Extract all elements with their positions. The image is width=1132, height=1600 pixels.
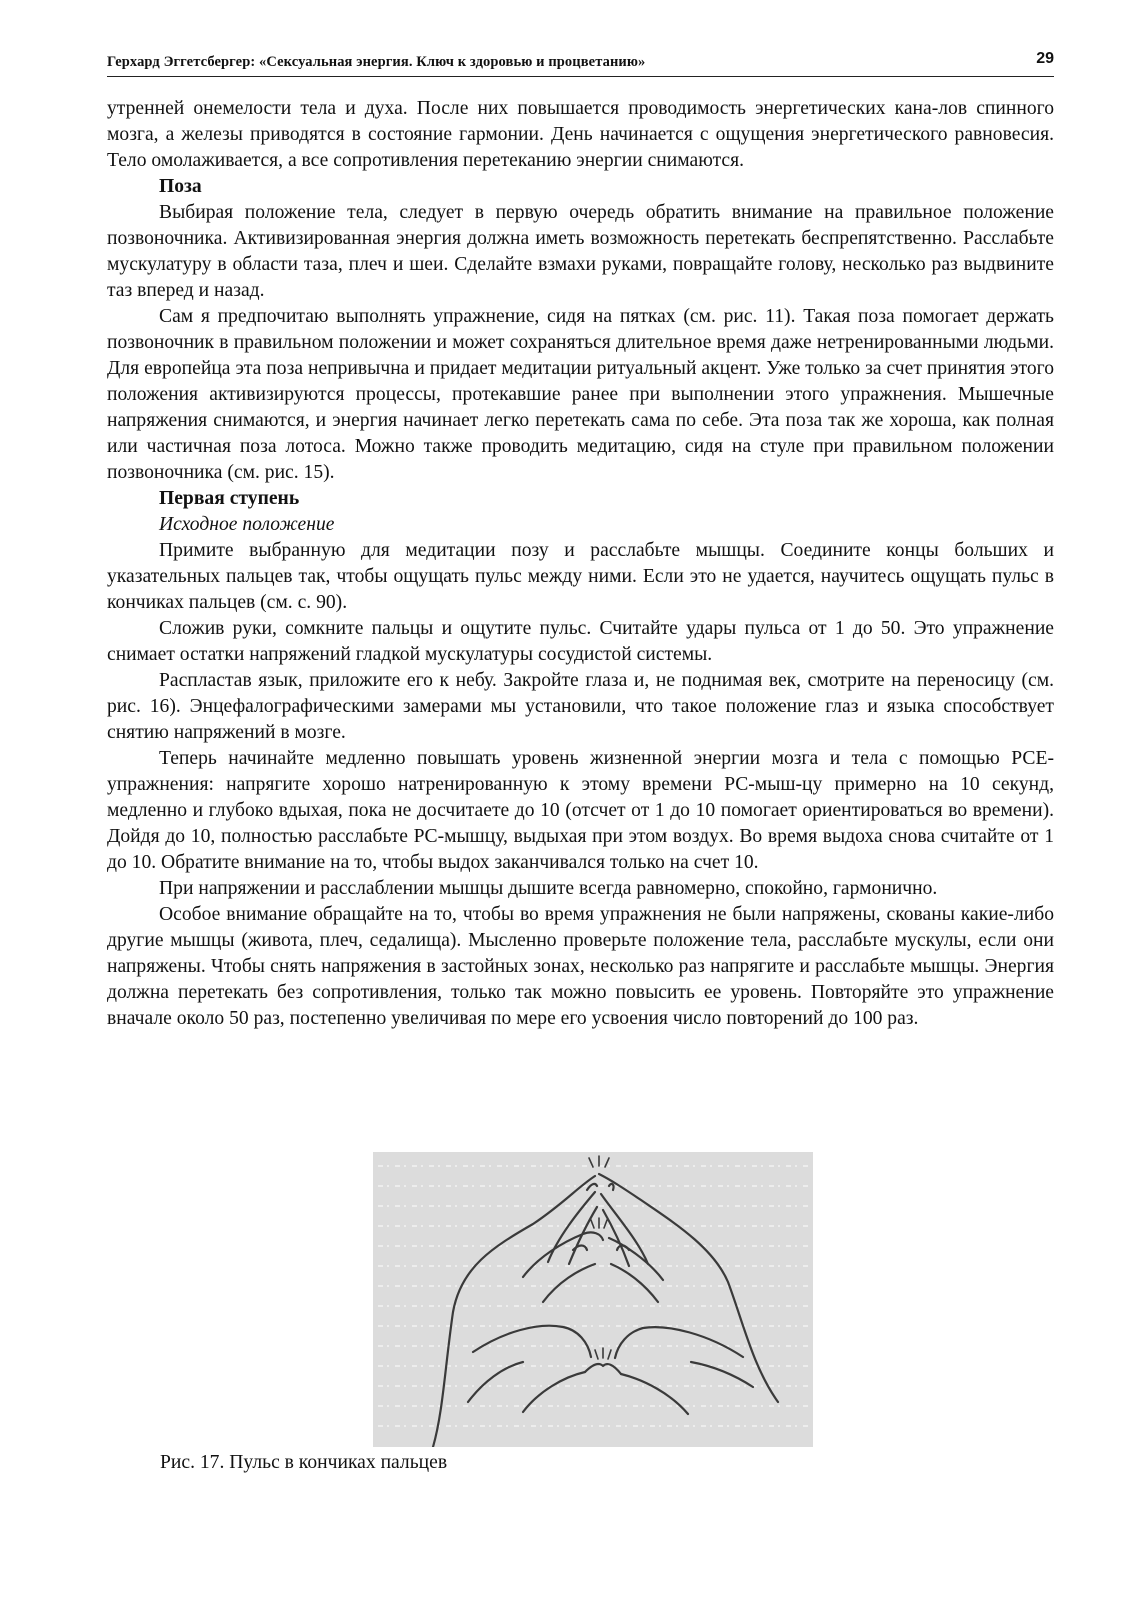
page-number: 29 <box>1036 50 1054 67</box>
paragraph: Особое внимание обращайте на то, чтобы во время упражнения не были напряжены, скованы какие-либо другие мышцы (живота, плеч, седалища). Мысленно проверьте положение тела, расслабьте мускулы, если они напряжены. Чтобы снять напряжения в застойных зонах, несколько раз напрягите и расслабьте мышцы. Энергия должна перетекать без сопротивления, только так можно повысить ее уровень. Повторяйте это упражнение вначале около 50 раз, постепенно увеличивая по мере его усвоения число повторений до 100 раз. <box>107 904 1054 1029</box>
section-heading-first-stage: Первая ступень <box>159 488 300 509</box>
paragraph: Распластав язык, приложите его к небу. Закройте глаза и, не поднимая век, смотрите на переносицу (см. рис. 16). Энцефалографическими замерами мы установили, что такое положение глаз и языка способствует снятию напряжений в мозге. <box>107 670 1054 743</box>
paragraph: Сам я предпочитаю выполнять упражнение, сидя на пятках (см. рис. 11). Такая поза помогает держать позвоночник в правильном положении и может сохраняться длительное время даже нетренированными людьми. Для европейца эта поза непривычна и придает медитации ритуальный акцент. Уже только за счет принятия этого положения активизируются процессы, протекавшие ранее при выполнении этого упражнения. Мышечные напряжения снимаются, и энергия начинает легко перетекать сама по себе. Эта поза так же хороша, как полная или частичная поза лотоса. Можно также проводить медитацию, сидя на стуле при правильном положении позвоночника (см. рис. 15). <box>107 306 1054 483</box>
paragraph: Выбирая положение тела, следует в первую очередь обратить внимание на правильное положение позвоночника. Активизированная энергия должна иметь возможность перетекать беспрепятственно. Расслабьте мускулатуру в области таза, плеч и шеи. Сделайте взмахи руками, повращайте голову, несколько раз выдвините таз вперед и назад. <box>107 202 1054 301</box>
section-heading-pose: Поза <box>159 176 202 197</box>
paragraph: Сложив руки, сомкните пальцы и ощутите пульс. Считайте удары пульса от 1 до 50. Это упражнение снимает остатки напряжений гладкой мускулатуры сосудистой системы. <box>107 618 1054 665</box>
paragraph: Теперь начинайте медленно повышать уровень жизненной энергии мозга и тела с помощью РСЕ-упражнения: напрягите хорошо натренированную к этому времени PC-мыш-цу примерно на 10 секунд, медленно и глубоко вдыхая, пока не досчитаете до 10 (отсчет от 1 до 10 помогает ориентироваться во времени). Дойдя до 10, полностью расслабьте PC-мышцу, выдыхая при этом воздух. Во время выдоха снова считайте от 1 до 10. Обратите внимание на то, чтобы выдох заканчивался только на счет 10. <box>107 748 1054 873</box>
paragraph: Примите выбранную для медитации позу и расслабьте мышцы. Соедините концы больших и указательных пальцев так, чтобы ощущать пульс между ними. Если это не удается, научитесь ощущать пульс в кончиках пальцев (см. с. 90). <box>107 540 1054 613</box>
figure-hands-illustration <box>373 1152 813 1447</box>
running-header <box>107 50 1054 77</box>
paragraph: При напряжении и расслаблении мышцы дышите всегда равномерно, спокойно, гармонично. <box>159 878 938 899</box>
body-text <box>107 96 1054 1032</box>
paragraph: утренней онемелости тела и духа. После них повышается проводимость энергетических кана-лов спинного мозга, а железы приводятся в состояние гармонии. День начинается с ощущения энергетического равновесия. Тело омолаживается, а все сопротивления перетеканию энергии снимаются. <box>107 98 1054 171</box>
figure-caption: Рис. 17. Пульс в кончиках пальцев <box>160 1452 448 1473</box>
hands-drawing <box>373 1152 813 1447</box>
subheading-start-position: Исходное положение <box>159 514 335 535</box>
header-title: Герхард Эггетсбергер: «Сексуальная энергия. Ключ к здоровью и процветанию» <box>107 54 646 70</box>
